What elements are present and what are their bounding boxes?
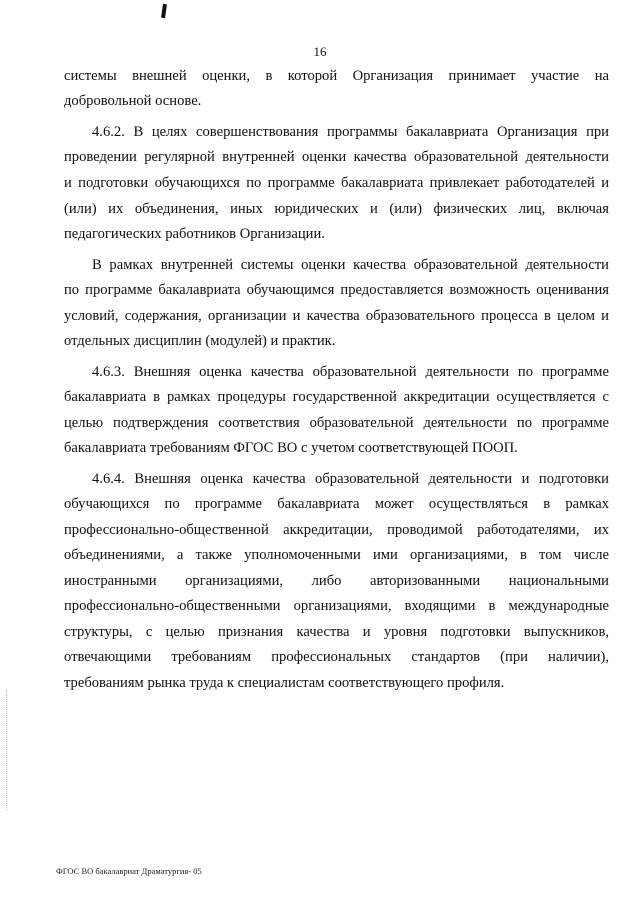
text-line: 4.6.4. Внешняя оценка качества образовательной деятельности и подготовки bbox=[92, 471, 609, 487]
text-line: В рамках внутренней системы оценки качества образовательной деятельности bbox=[92, 257, 609, 273]
text-line: структуры, с целью признания качества и уровня подготовки выпускников, bbox=[64, 624, 609, 640]
text-line: профессионально-общественными организациями, входящими в международные bbox=[64, 598, 609, 614]
text-line: педагогических работников Организации. bbox=[64, 226, 325, 242]
text-line: бакалавриата в рамках процедуры государственной аккредитации осуществляется с bbox=[64, 389, 609, 405]
text-line: и подготовки обучающихся по программе бакалавриата привлекает работодателей и bbox=[64, 175, 609, 191]
text-line: целью подтверждения соответствия образовательной деятельности по программе bbox=[64, 415, 609, 431]
text-line: иностранными организациями, либо авторизованными национальными bbox=[64, 573, 609, 589]
page-number: 16 bbox=[313, 44, 327, 59]
text-line: условий, содержания, организации и качества образовательного процесса в целом и bbox=[64, 308, 609, 324]
text-line: по программе бакалавриата обучающимся предоставляется возможность оценивания bbox=[64, 282, 609, 298]
text-line: отдельных дисциплин (модулей) и практик. bbox=[64, 333, 336, 349]
text-line: обучающихся по программе бакалавриата может осуществляться в рамках bbox=[64, 496, 609, 512]
text-line: объединениями, а также уполномоченными ими организациями, в том числе bbox=[64, 547, 609, 563]
text-line: добровольной основе. bbox=[64, 93, 202, 109]
text-line: 4.6.2. В целях совершенствования программы бакалавриата Организация при bbox=[92, 124, 609, 140]
text-line: 4.6.3. Внешняя оценка качества образовательной деятельности по программе bbox=[92, 364, 609, 380]
text-line: отвечающими требованиям профессиональных стандартов (при наличии), bbox=[64, 649, 609, 665]
text-line: (или) их объединения, иных юридических и (или) физических лиц, включая bbox=[64, 201, 609, 217]
scan-edge bbox=[6, 690, 8, 810]
footer-text: ФГОС ВО бакалавриат Драматургия- 05 bbox=[56, 866, 202, 876]
text-line: бакалавриата требованиям ФГОС ВО с учетом соответствующей ПООП. bbox=[64, 440, 518, 456]
text-line: профессионально-общественной аккредитации, проводимой работодателями, их bbox=[64, 522, 609, 538]
text-line: требованиям рынка труда к специалистам соответствующего профиля. bbox=[64, 675, 505, 691]
text-line: системы внешней оценки, в которой Организация принимает участие на bbox=[64, 68, 609, 84]
text-line: проведении регулярной внутренней оценки качества образовательной деятельности bbox=[64, 149, 609, 165]
scan-mark bbox=[161, 4, 167, 18]
